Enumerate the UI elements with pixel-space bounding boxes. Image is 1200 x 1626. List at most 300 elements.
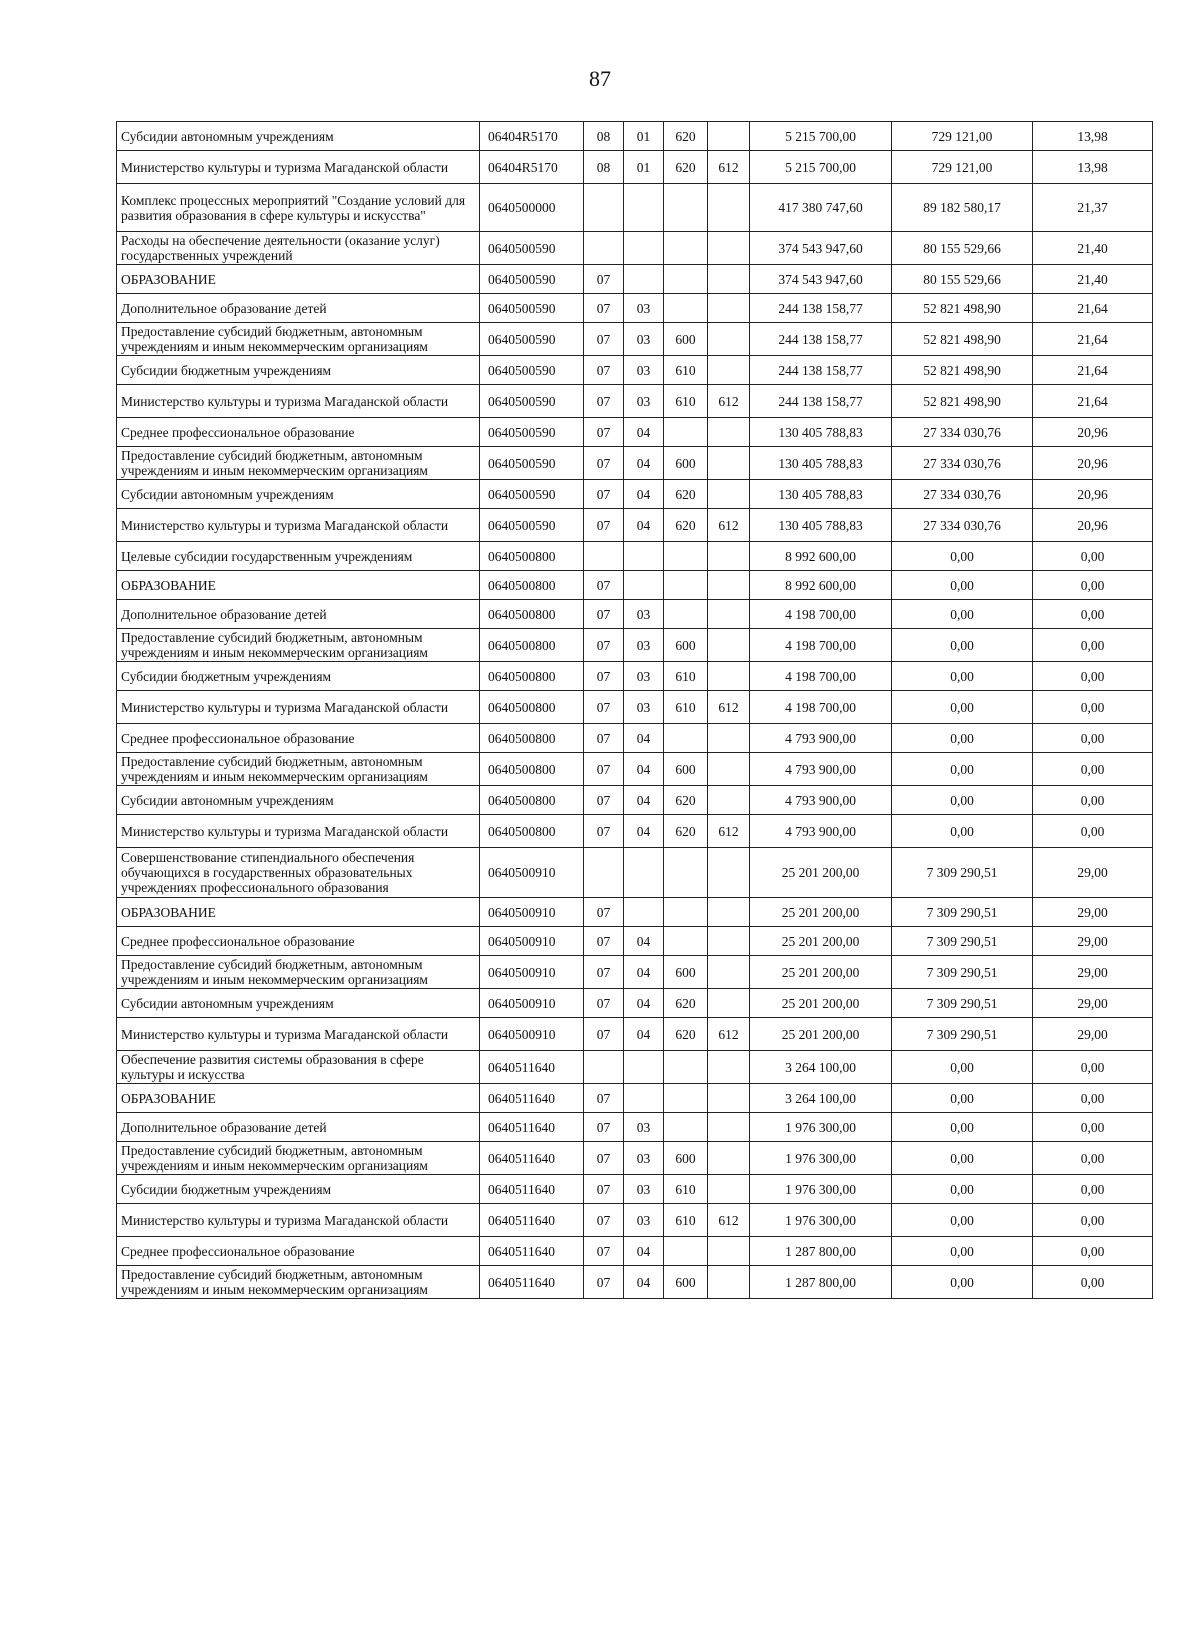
cell-expense-name: Субсидии автономным учреждениям (117, 989, 480, 1018)
table-row (117, 927, 1153, 956)
cell-planned-amount: 4 198 700,00 (750, 600, 892, 629)
cell-expense-name: Субсидии автономным учреждениям (117, 786, 480, 815)
cell-expense-type (664, 265, 708, 294)
cell-expense-type: 610 (664, 385, 708, 418)
cell-subsection (624, 232, 664, 265)
table-row (117, 629, 1153, 662)
cell-executed-amount: 729 121,00 (892, 122, 1033, 151)
cell-expense-name: ОБРАЗОВАНИЕ (117, 1084, 480, 1113)
cell-section: 07 (584, 691, 624, 724)
cell-admin-code (708, 294, 750, 323)
cell-section: 07 (584, 265, 624, 294)
cell-section (584, 232, 624, 265)
cell-subsection: 04 (624, 786, 664, 815)
cell-admin-code: 612 (708, 1204, 750, 1237)
cell-section: 07 (584, 480, 624, 509)
cell-executed-amount: 0,00 (892, 691, 1033, 724)
cell-expense-type (664, 848, 708, 898)
cell-execution-percent: 0,00 (1033, 1237, 1153, 1266)
cell-execution-percent: 0,00 (1033, 629, 1153, 662)
cell-expense-name: Министерство культуры и туризма Магаданской области (117, 815, 480, 848)
cell-target-article: 0640500910 (480, 1018, 584, 1051)
cell-execution-percent: 21,40 (1033, 232, 1153, 265)
cell-executed-amount: 0,00 (892, 571, 1033, 600)
cell-section: 07 (584, 509, 624, 542)
cell-expense-type (664, 1237, 708, 1266)
table-row (117, 662, 1153, 691)
cell-subsection: 03 (624, 356, 664, 385)
cell-target-article: 0640500590 (480, 232, 584, 265)
cell-admin-code (708, 1084, 750, 1113)
cell-subsection (624, 848, 664, 898)
cell-admin-code (708, 1237, 750, 1266)
cell-planned-amount: 130 405 788,83 (750, 418, 892, 447)
cell-planned-amount: 244 138 158,77 (750, 385, 892, 418)
cell-execution-percent: 21,37 (1033, 184, 1153, 232)
cell-expense-type (664, 724, 708, 753)
cell-planned-amount: 4 793 900,00 (750, 753, 892, 786)
cell-target-article: 0640500590 (480, 265, 584, 294)
cell-execution-percent: 21,64 (1033, 294, 1153, 323)
cell-executed-amount: 0,00 (892, 724, 1033, 753)
cell-expense-type: 610 (664, 691, 708, 724)
cell-execution-percent: 13,98 (1033, 122, 1153, 151)
cell-executed-amount: 0,00 (892, 753, 1033, 786)
table-row (117, 786, 1153, 815)
cell-executed-amount: 89 182 580,17 (892, 184, 1033, 232)
cell-planned-amount: 244 138 158,77 (750, 323, 892, 356)
cell-section: 07 (584, 927, 624, 956)
cell-executed-amount: 0,00 (892, 1204, 1033, 1237)
cell-subsection: 04 (624, 1018, 664, 1051)
cell-planned-amount: 4 198 700,00 (750, 662, 892, 691)
table-row (117, 1142, 1153, 1175)
cell-section: 07 (584, 1175, 624, 1204)
cell-subsection: 04 (624, 956, 664, 989)
cell-target-article: 0640500590 (480, 385, 584, 418)
table-row (117, 724, 1153, 753)
cell-expense-type: 600 (664, 753, 708, 786)
budget-table (116, 121, 1153, 1299)
cell-expense-type: 620 (664, 815, 708, 848)
cell-admin-code (708, 662, 750, 691)
cell-executed-amount: 52 821 498,90 (892, 385, 1033, 418)
cell-admin-code (708, 480, 750, 509)
cell-target-article: 0640500800 (480, 629, 584, 662)
cell-planned-amount: 4 198 700,00 (750, 629, 892, 662)
cell-planned-amount: 1 976 300,00 (750, 1142, 892, 1175)
table-row (117, 1266, 1153, 1299)
cell-section (584, 542, 624, 571)
cell-target-article: 0640500910 (480, 989, 584, 1018)
table-row (117, 447, 1153, 480)
cell-executed-amount: 0,00 (892, 629, 1033, 662)
cell-expense-name: Субсидии автономным учреждениям (117, 480, 480, 509)
cell-target-article: 0640511640 (480, 1051, 584, 1084)
cell-admin-code (708, 356, 750, 385)
cell-admin-code (708, 753, 750, 786)
cell-execution-percent: 20,96 (1033, 480, 1153, 509)
page-number: 87 (589, 66, 611, 91)
cell-subsection (624, 1051, 664, 1084)
table-row (117, 989, 1153, 1018)
cell-target-article: 0640500800 (480, 542, 584, 571)
table-row (117, 356, 1153, 385)
cell-executed-amount: 0,00 (892, 1051, 1033, 1084)
table-row (117, 1113, 1153, 1142)
table-row (117, 509, 1153, 542)
cell-section: 08 (584, 151, 624, 184)
cell-expense-type: 600 (664, 323, 708, 356)
cell-planned-amount: 374 543 947,60 (750, 265, 892, 294)
table-row (117, 848, 1153, 898)
cell-target-article: 0640500800 (480, 753, 584, 786)
cell-expense-name: Среднее профессиональное образование (117, 418, 480, 447)
cell-subsection: 03 (624, 691, 664, 724)
cell-execution-percent: 21,64 (1033, 356, 1153, 385)
cell-executed-amount: 0,00 (892, 1113, 1033, 1142)
cell-admin-code (708, 571, 750, 600)
cell-planned-amount: 417 380 747,60 (750, 184, 892, 232)
cell-admin-code: 612 (708, 815, 750, 848)
cell-execution-percent: 0,00 (1033, 662, 1153, 691)
cell-executed-amount: 27 334 030,76 (892, 480, 1033, 509)
cell-execution-percent: 0,00 (1033, 600, 1153, 629)
cell-section: 07 (584, 724, 624, 753)
cell-expense-name: Предоставление субсидий бюджетным, автономным учреждениям и иным некоммерческим организациям (117, 323, 480, 356)
cell-subsection: 04 (624, 480, 664, 509)
cell-expense-type: 600 (664, 956, 708, 989)
cell-expense-type: 620 (664, 786, 708, 815)
cell-subsection: 03 (624, 1113, 664, 1142)
cell-execution-percent: 0,00 (1033, 1142, 1153, 1175)
cell-target-article: 0640500910 (480, 956, 584, 989)
cell-planned-amount: 1 287 800,00 (750, 1237, 892, 1266)
cell-expense-name: Министерство культуры и туризма Магаданской области (117, 691, 480, 724)
table-row (117, 151, 1153, 184)
cell-execution-percent: 29,00 (1033, 956, 1153, 989)
cell-executed-amount: 7 309 290,51 (892, 1018, 1033, 1051)
cell-execution-percent: 0,00 (1033, 724, 1153, 753)
cell-expense-name: ОБРАЗОВАНИЕ (117, 571, 480, 600)
table-row (117, 418, 1153, 447)
cell-admin-code (708, 418, 750, 447)
cell-target-article: 0640500800 (480, 600, 584, 629)
cell-target-article: 0640500590 (480, 323, 584, 356)
cell-execution-percent: 13,98 (1033, 151, 1153, 184)
table-row (117, 1084, 1153, 1113)
cell-execution-percent: 20,96 (1033, 447, 1153, 480)
cell-target-article: 0640500590 (480, 480, 584, 509)
cell-subsection: 04 (624, 418, 664, 447)
cell-expense-name: Комплекс процессных мероприятий "Создание условий для развития образования в сфере культуры и искусства" (117, 184, 480, 232)
cell-section: 07 (584, 662, 624, 691)
cell-admin-code: 612 (708, 385, 750, 418)
cell-executed-amount: 0,00 (892, 542, 1033, 571)
cell-expense-name: Дополнительное образование детей (117, 1113, 480, 1142)
cell-execution-percent: 0,00 (1033, 691, 1153, 724)
cell-target-article: 0640511640 (480, 1084, 584, 1113)
cell-planned-amount: 1 976 300,00 (750, 1175, 892, 1204)
cell-expense-name: Субсидии автономным учреждениям (117, 122, 480, 151)
cell-executed-amount: 7 309 290,51 (892, 956, 1033, 989)
cell-execution-percent: 21,64 (1033, 385, 1153, 418)
cell-planned-amount: 4 793 900,00 (750, 786, 892, 815)
cell-expense-name: Среднее профессиональное образование (117, 1237, 480, 1266)
cell-admin-code (708, 724, 750, 753)
cell-section: 07 (584, 356, 624, 385)
cell-expense-name: Министерство культуры и туризма Магаданской области (117, 151, 480, 184)
cell-execution-percent: 0,00 (1033, 1266, 1153, 1299)
cell-expense-type (664, 232, 708, 265)
cell-planned-amount: 244 138 158,77 (750, 294, 892, 323)
cell-planned-amount: 8 992 600,00 (750, 571, 892, 600)
cell-expense-name: ОБРАЗОВАНИЕ (117, 898, 480, 927)
cell-planned-amount: 25 201 200,00 (750, 848, 892, 898)
cell-executed-amount: 27 334 030,76 (892, 418, 1033, 447)
cell-admin-code (708, 786, 750, 815)
cell-admin-code (708, 323, 750, 356)
cell-executed-amount: 729 121,00 (892, 151, 1033, 184)
cell-executed-amount: 0,00 (892, 1084, 1033, 1113)
table-row (117, 1018, 1153, 1051)
cell-executed-amount: 52 821 498,90 (892, 323, 1033, 356)
cell-expense-type: 610 (664, 1204, 708, 1237)
cell-expense-name: Обеспечение развития системы образования в сфере культуры и искусства (117, 1051, 480, 1084)
cell-executed-amount: 27 334 030,76 (892, 509, 1033, 542)
cell-target-article: 0640500590 (480, 447, 584, 480)
cell-planned-amount: 1 976 300,00 (750, 1113, 892, 1142)
cell-target-article: 0640511640 (480, 1204, 584, 1237)
cell-expense-type (664, 184, 708, 232)
cell-subsection: 01 (624, 151, 664, 184)
cell-executed-amount: 0,00 (892, 1175, 1033, 1204)
cell-subsection: 04 (624, 989, 664, 1018)
cell-planned-amount: 130 405 788,83 (750, 509, 892, 542)
cell-executed-amount: 52 821 498,90 (892, 356, 1033, 385)
cell-expense-name: Среднее профессиональное образование (117, 927, 480, 956)
cell-section: 07 (584, 385, 624, 418)
cell-execution-percent: 20,96 (1033, 418, 1153, 447)
cell-execution-percent: 0,00 (1033, 1051, 1153, 1084)
cell-execution-percent: 0,00 (1033, 1175, 1153, 1204)
cell-execution-percent: 20,96 (1033, 509, 1153, 542)
cell-target-article: 0640511640 (480, 1142, 584, 1175)
cell-execution-percent: 0,00 (1033, 542, 1153, 571)
cell-executed-amount: 0,00 (892, 1142, 1033, 1175)
cell-execution-percent: 29,00 (1033, 1018, 1153, 1051)
cell-target-article: 0640500000 (480, 184, 584, 232)
cell-expense-type: 620 (664, 989, 708, 1018)
cell-executed-amount: 0,00 (892, 600, 1033, 629)
cell-planned-amount: 5 215 700,00 (750, 151, 892, 184)
table-row (117, 1051, 1153, 1084)
cell-subsection: 04 (624, 1266, 664, 1299)
cell-admin-code: 612 (708, 1018, 750, 1051)
cell-expense-type: 600 (664, 1266, 708, 1299)
cell-target-article: 0640500800 (480, 662, 584, 691)
cell-expense-name: ОБРАЗОВАНИЕ (117, 265, 480, 294)
cell-expense-type (664, 294, 708, 323)
table-row (117, 265, 1153, 294)
cell-section: 07 (584, 323, 624, 356)
cell-subsection: 03 (624, 600, 664, 629)
cell-admin-code (708, 848, 750, 898)
cell-expense-type (664, 542, 708, 571)
cell-section: 07 (584, 629, 624, 662)
cell-execution-percent: 0,00 (1033, 753, 1153, 786)
table-body (117, 122, 1153, 1299)
cell-expense-type: 600 (664, 447, 708, 480)
cell-planned-amount: 1 976 300,00 (750, 1204, 892, 1237)
cell-subsection: 04 (624, 927, 664, 956)
cell-executed-amount: 0,00 (892, 662, 1033, 691)
cell-section: 07 (584, 1018, 624, 1051)
cell-expense-type: 620 (664, 1018, 708, 1051)
table-row (117, 691, 1153, 724)
cell-executed-amount: 7 309 290,51 (892, 898, 1033, 927)
cell-admin-code (708, 447, 750, 480)
cell-expense-name: Совершенствование стипендиального обеспечения обучающихся в государственных образовательных учреждениях профессионального образования (117, 848, 480, 898)
cell-planned-amount: 374 543 947,60 (750, 232, 892, 265)
cell-expense-name: Целевые субсидии государственным учреждениям (117, 542, 480, 571)
cell-admin-code (708, 265, 750, 294)
cell-executed-amount: 27 334 030,76 (892, 447, 1033, 480)
cell-executed-amount: 80 155 529,66 (892, 265, 1033, 294)
table-row (117, 232, 1153, 265)
cell-planned-amount: 130 405 788,83 (750, 480, 892, 509)
table-row (117, 600, 1153, 629)
cell-section: 07 (584, 1237, 624, 1266)
cell-subsection (624, 265, 664, 294)
table-row (117, 815, 1153, 848)
cell-expense-name: Предоставление субсидий бюджетным, автономным учреждениям и иным некоммерческим организациям (117, 956, 480, 989)
cell-section (584, 1051, 624, 1084)
cell-target-article: 06404R5170 (480, 151, 584, 184)
cell-target-article: 0640500800 (480, 786, 584, 815)
cell-target-article: 0640500800 (480, 691, 584, 724)
cell-expense-type: 620 (664, 509, 708, 542)
cell-expense-name: Среднее профессиональное образование (117, 724, 480, 753)
table-row (117, 1237, 1153, 1266)
cell-admin-code (708, 600, 750, 629)
cell-planned-amount: 25 201 200,00 (750, 1018, 892, 1051)
cell-subsection (624, 184, 664, 232)
cell-expense-name: Субсидии бюджетным учреждениям (117, 356, 480, 385)
table-row (117, 898, 1153, 927)
cell-admin-code (708, 232, 750, 265)
cell-planned-amount: 25 201 200,00 (750, 927, 892, 956)
cell-execution-percent: 0,00 (1033, 1204, 1153, 1237)
cell-expense-name: Расходы на обеспечение деятельности (оказание услуг) государственных учреждений (117, 232, 480, 265)
cell-executed-amount: 0,00 (892, 815, 1033, 848)
cell-target-article: 0640511640 (480, 1266, 584, 1299)
cell-target-article: 0640500800 (480, 815, 584, 848)
cell-target-article: 0640511640 (480, 1113, 584, 1142)
table-row (117, 956, 1153, 989)
cell-subsection: 03 (624, 385, 664, 418)
cell-admin-code: 612 (708, 151, 750, 184)
cell-admin-code (708, 956, 750, 989)
cell-executed-amount: 0,00 (892, 786, 1033, 815)
cell-target-article: 0640500910 (480, 848, 584, 898)
cell-expense-type (664, 1084, 708, 1113)
cell-subsection: 03 (624, 1204, 664, 1237)
cell-executed-amount: 7 309 290,51 (892, 848, 1033, 898)
table-row (117, 122, 1153, 151)
cell-section: 07 (584, 600, 624, 629)
cell-expense-type (664, 1051, 708, 1084)
cell-section: 07 (584, 1142, 624, 1175)
cell-planned-amount: 1 287 800,00 (750, 1266, 892, 1299)
cell-expense-type: 610 (664, 356, 708, 385)
cell-expense-name: Министерство культуры и туризма Магаданской области (117, 509, 480, 542)
cell-admin-code (708, 989, 750, 1018)
cell-subsection: 03 (624, 629, 664, 662)
cell-planned-amount: 3 264 100,00 (750, 1084, 892, 1113)
cell-section: 07 (584, 989, 624, 1018)
cell-subsection: 03 (624, 1142, 664, 1175)
cell-expense-name: Субсидии бюджетным учреждениям (117, 662, 480, 691)
cell-subsection: 04 (624, 815, 664, 848)
cell-expense-type: 610 (664, 1175, 708, 1204)
cell-subsection: 01 (624, 122, 664, 151)
table-row (117, 385, 1153, 418)
cell-admin-code (708, 1051, 750, 1084)
cell-section (584, 184, 624, 232)
cell-execution-percent: 21,64 (1033, 323, 1153, 356)
table-row (117, 184, 1153, 232)
cell-expense-name: Субсидии бюджетным учреждениям (117, 1175, 480, 1204)
cell-subsection: 03 (624, 662, 664, 691)
table-row (117, 480, 1153, 509)
cell-expense-type: 620 (664, 151, 708, 184)
table-row (117, 1204, 1153, 1237)
cell-planned-amount: 4 793 900,00 (750, 815, 892, 848)
cell-target-article: 0640511640 (480, 1237, 584, 1266)
cell-admin-code: 612 (708, 509, 750, 542)
table-row (117, 323, 1153, 356)
cell-subsection (624, 898, 664, 927)
cell-expense-type (664, 600, 708, 629)
cell-section: 07 (584, 447, 624, 480)
cell-planned-amount: 5 215 700,00 (750, 122, 892, 151)
cell-executed-amount: 7 309 290,51 (892, 989, 1033, 1018)
cell-section: 07 (584, 1113, 624, 1142)
cell-admin-code (708, 1175, 750, 1204)
cell-subsection: 04 (624, 447, 664, 480)
cell-section: 07 (584, 956, 624, 989)
cell-subsection (624, 1084, 664, 1113)
cell-execution-percent: 0,00 (1033, 1113, 1153, 1142)
cell-executed-amount: 0,00 (892, 1266, 1033, 1299)
cell-execution-percent: 0,00 (1033, 1084, 1153, 1113)
cell-target-article: 0640500590 (480, 509, 584, 542)
cell-target-article: 0640500590 (480, 418, 584, 447)
cell-executed-amount: 80 155 529,66 (892, 232, 1033, 265)
cell-admin-code (708, 898, 750, 927)
cell-planned-amount: 3 264 100,00 (750, 1051, 892, 1084)
cell-admin-code (708, 629, 750, 662)
cell-section: 08 (584, 122, 624, 151)
cell-planned-amount: 130 405 788,83 (750, 447, 892, 480)
cell-subsection: 03 (624, 294, 664, 323)
cell-admin-code: 612 (708, 691, 750, 724)
cell-expense-type (664, 418, 708, 447)
cell-expense-type (664, 898, 708, 927)
cell-admin-code (708, 184, 750, 232)
cell-subsection: 03 (624, 323, 664, 356)
